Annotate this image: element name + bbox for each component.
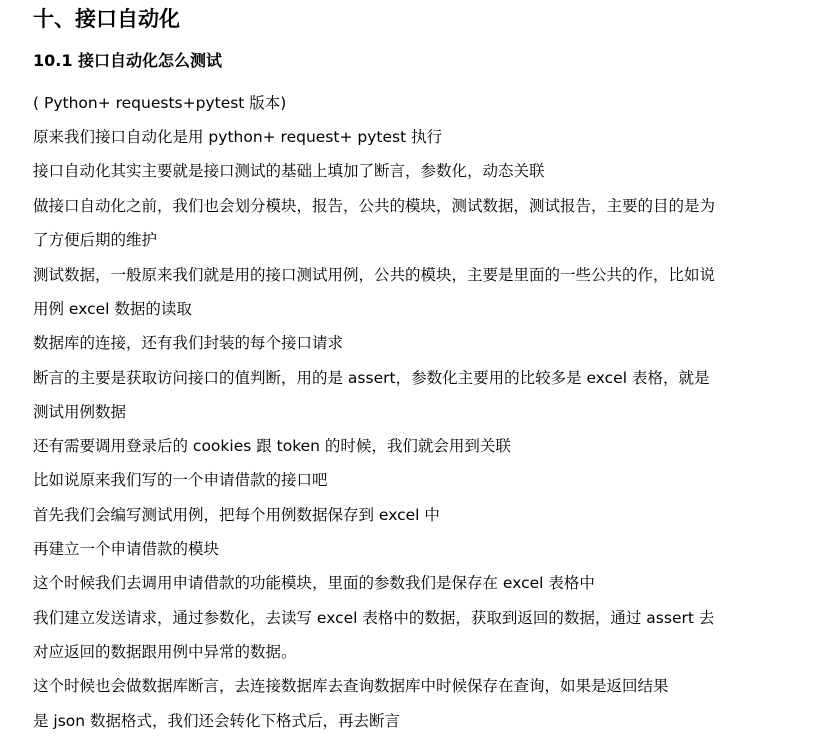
paragraph-line: 是 json 数据格式，我们还会转化下格式后，再去断言 (33, 712, 401, 730)
paragraph-line: 测试数据，一般原来我们就是用的接口测试用例，公共的模块，主要是里面的一些公共的作，比如说 (33, 266, 716, 284)
paragraph-line: 比如说原来我们写的一个申请借款的接口吧 (33, 471, 328, 489)
paragraph-line: 断言的主要是获取访问接口的值判断，用的是 assert，参数化主要用的比较多是 excel 表格，就是 (33, 369, 710, 387)
section-heading: 十、接口自动化 (33, 7, 180, 31)
paragraph-line: 测试用例数据 (33, 403, 127, 421)
paragraph-line: 做接口自动化之前，我们也会划分模块，报告，公共的模块，测试数据，测试报告，主要的目的是为 (33, 197, 716, 215)
paragraph-line: 接口自动化其实主要就是接口测试的基础上填加了断言，参数化，动态关联 (33, 162, 545, 180)
paragraph-line: 还有需要调用登录后的 cookies 跟 token 的时候，我们就会用到关联 (33, 437, 511, 455)
paragraph-line: 用例 excel 数据的读取 (33, 300, 192, 318)
paragraph-line: ( Python+ requests+pytest 版本) (33, 94, 287, 112)
paragraph-line: 这个时候我们去调用申请借款的功能模块，里面的参数我们是保存在 excel 表格中 (33, 574, 595, 592)
paragraph-line: 数据库的连接，还有我们封装的每个接口请求 (33, 334, 344, 352)
paragraph-line: 原来我们接口自动化是用 python+ request+ pytest 执行 (33, 128, 443, 146)
paragraph-line: 我们建立发送请求，通过参数化，去读写 excel 表格中的数据，获取到返回的数据，通过 assert 去 (33, 609, 715, 627)
paragraph-line: 再建立一个申请借款的模块 (33, 540, 220, 558)
paragraph-line: 对应返回的数据跟用例中异常的数据。 (33, 643, 297, 661)
subsection-heading: 10.1 接口自动化怎么测试 (33, 51, 223, 70)
paragraph-line: 首先我们会编写测试用例，把每个用例数据保存到 excel 中 (33, 506, 440, 524)
paragraph-line: 了方便后期的维护 (33, 231, 158, 249)
paragraph-line: 这个时候也会做数据库断言，去连接数据库去查询数据库中时候保存在查询，如果是返回结果 (33, 677, 669, 695)
